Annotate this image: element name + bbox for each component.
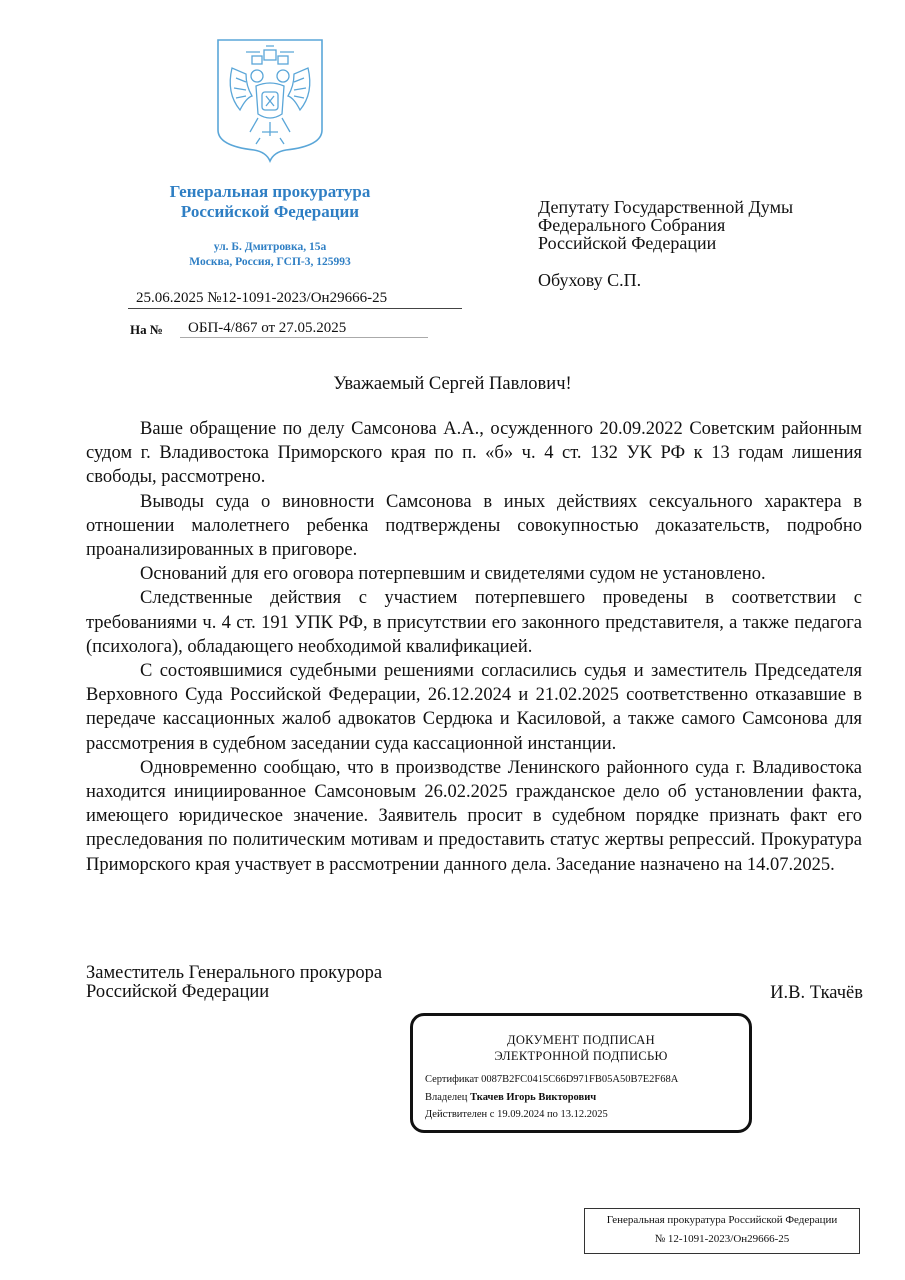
stamp-valid-label: Действителен с bbox=[425, 1109, 495, 1120]
reply-label: На № bbox=[130, 322, 163, 337]
org-address-line2: Москва, Россия, ГСП-3, 125993 bbox=[189, 256, 351, 268]
footer-line1: Генеральная прокуратура Российской Федерации bbox=[606, 1214, 838, 1226]
footer-registration-box bbox=[584, 1208, 860, 1254]
paragraph: Выводы суда о виновности Самсонова в иных действиях сексуального характера в отношении малолетнего ребенка подтверждены совокупностью доказательств, подробно проанализированных в приговоре. bbox=[86, 491, 862, 561]
paragraph: Оснований для его оговора потерпевшим и свидетелями судом не установлено. bbox=[140, 564, 766, 585]
stamp-valid-from: 19.09.2024 bbox=[497, 1109, 545, 1120]
reply-value: ОБП-4/867 от 27.05.2025 bbox=[180, 320, 428, 338]
addressee-block bbox=[538, 198, 793, 252]
org-address bbox=[120, 240, 420, 270]
addressee-line1: Депутату Государственной Думы bbox=[538, 197, 794, 217]
letter-body bbox=[86, 417, 862, 877]
stamp-title bbox=[413, 1032, 749, 1064]
footer-line2: № 12-1091-2023/Он29666-25 bbox=[654, 1233, 790, 1245]
org-name-line1: Генеральная прокуратура bbox=[169, 182, 371, 201]
signatory-position bbox=[86, 964, 382, 1002]
stamp-certificate-value: 0087B2FC0415C66D971FB05A50B7E2F68A bbox=[481, 1074, 679, 1085]
registration-date: 25.06.2025 bbox=[136, 290, 204, 306]
stamp-owner-value: Ткачев Игорь Викторович bbox=[470, 1092, 597, 1103]
org-name bbox=[120, 182, 420, 222]
stamp-certificate bbox=[425, 1074, 678, 1085]
signatory-position-line2: Российской Федерации bbox=[86, 982, 270, 1002]
russian-coat-of-arms-icon bbox=[216, 38, 324, 163]
registration-line bbox=[128, 290, 462, 309]
org-name-line2: Российской Федерации bbox=[180, 202, 360, 221]
stamp-valid-to: 13.12.2025 bbox=[560, 1109, 608, 1120]
paragraph: Одновременно сообщаю, что в производстве Ленинского районного суда г. Владивостока находится инициированное Самсоновым 26.02.2025 гражданское дело об установлении факта, имеющего юридическое значение. Заявитель просит в судебном порядке признать факт его преследования по политическим мотивам и предоставить статус жертвы репрессий. Прокуратура Приморского края участвует в рассмотрении данного дела. Заседание назначено на 14.07.2025. bbox=[86, 757, 862, 875]
stamp-owner-label: Владелец bbox=[425, 1092, 468, 1103]
stamp-owner bbox=[425, 1092, 596, 1103]
signatory-name: И.В. Ткачёв bbox=[770, 983, 863, 1003]
stamp-title-line2: ЭЛЕКТРОННОЙ ПОДПИСЬЮ bbox=[494, 1049, 668, 1063]
paragraph: Ваше обращение по делу Самсонова А.А., осужденного 20.09.2022 Советским районным судом г. Владивостока Приморского края по п. «б» ч. 4 ст. 132 УК РФ к 13 годам лишения свободы, рассмотрено. bbox=[86, 419, 862, 488]
paragraph: Следственные действия с участием потерпевшего проведены в соответствии с требованиями ч. 4 ст. 191 УПК РФ, в присутствии его законного представителя, а также педагога (психолога), обладающего необходимой квалификацией. bbox=[86, 588, 862, 657]
stamp-validity bbox=[425, 1109, 608, 1120]
recipient-name: Обухову С.П. bbox=[538, 270, 642, 290]
stamp-title-line1: ДОКУМЕНТ ПОДПИСАН bbox=[507, 1033, 655, 1047]
org-address-line1: ул. Б. Дмитровка, 15а bbox=[213, 241, 327, 253]
stamp-certificate-label: Сертификат bbox=[425, 1074, 479, 1085]
signatory-position-line1: Заместитель Генерального прокурора bbox=[86, 963, 383, 983]
addressee-line3: Российской Федерации bbox=[538, 233, 717, 253]
addressee-line2: Федерального Собрания bbox=[538, 215, 726, 235]
stamp-valid-to-label: по bbox=[546, 1109, 558, 1120]
registration-number: №12-1091-2023/Он29666-25 bbox=[207, 290, 388, 306]
greeting: Уважаемый Сергей Павлович! bbox=[333, 374, 572, 394]
e-signature-stamp bbox=[410, 1013, 752, 1133]
paragraph: С состоявшимися судебными решениями согласились судья и заместитель Председателя Верховного Суда Российской Федерации, 26.12.2024 и 21.02.2025 соответственно отказавшие в передаче кассационных жалоб адвокатов Сердюка и Касиловой, а также самого Самсонова для рассмотрения в судебном заседании суда кассационной инстанции. bbox=[86, 661, 862, 754]
